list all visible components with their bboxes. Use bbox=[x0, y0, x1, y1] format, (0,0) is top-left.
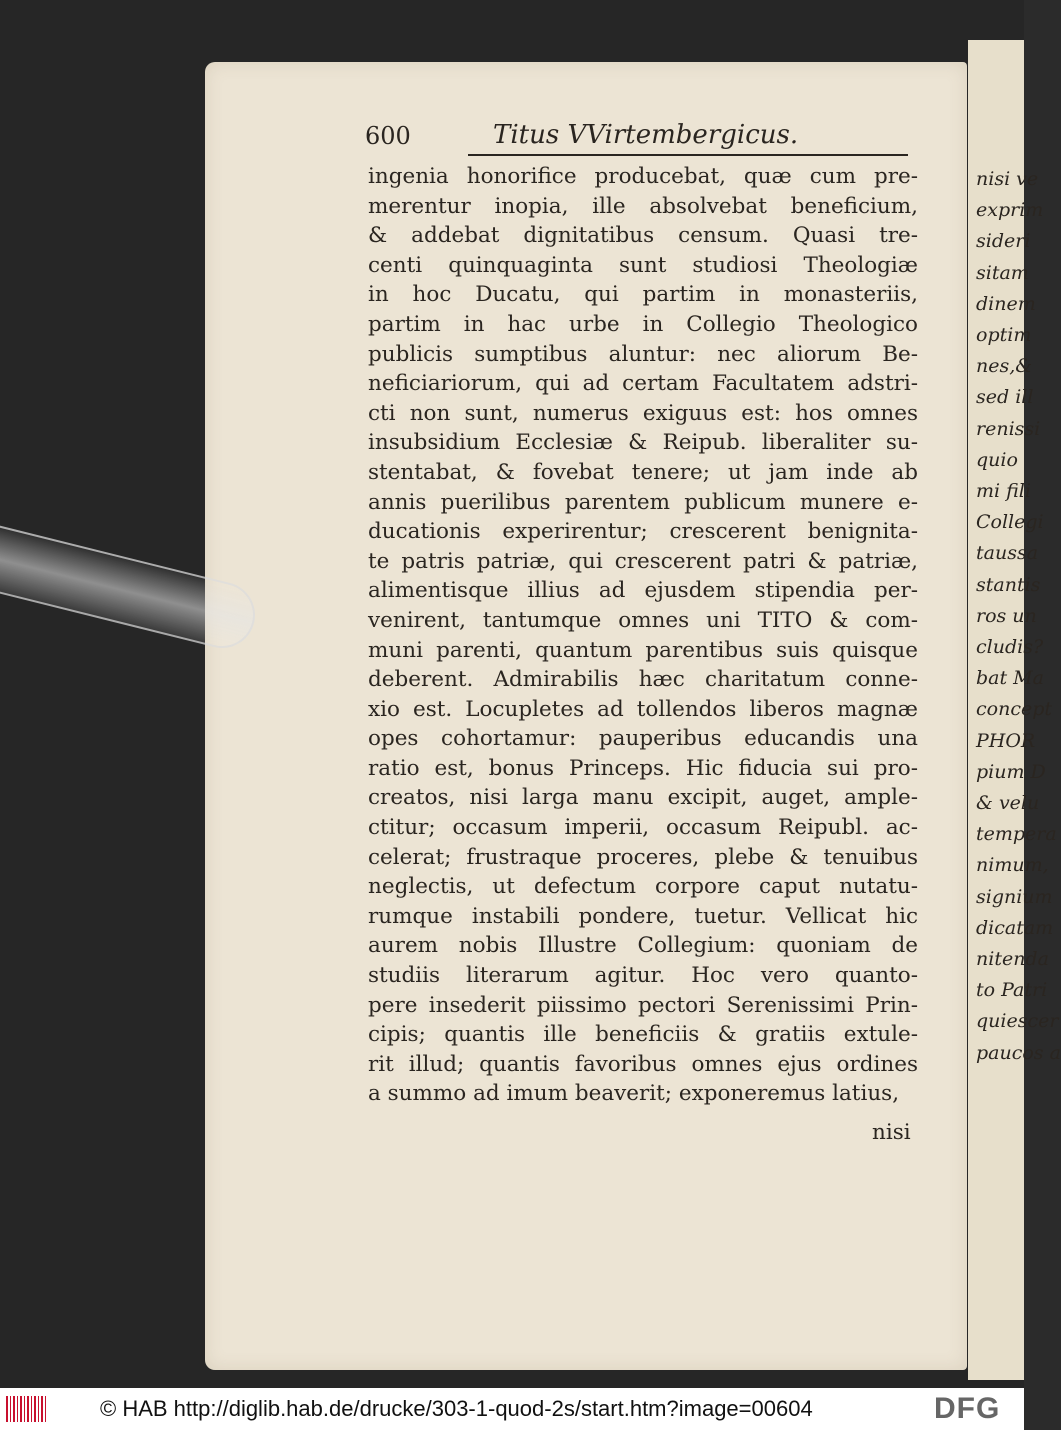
text-line: venirent, tantumque omnes uni TITO & com- bbox=[368, 607, 918, 633]
facing-page-fragment: quio bbox=[976, 448, 1018, 471]
facing-page-fragment: nimum, bbox=[976, 854, 1049, 877]
text-line: opes cohortamur: pauperibus educandis una bbox=[368, 726, 918, 752]
facing-page-fragment: nisi ve bbox=[976, 168, 1039, 190]
text-line: neglectis, ut defectum corpore caput nutatu- bbox=[368, 874, 918, 900]
text-line: xio est. Locupletes ad tollendos liberos magnæ bbox=[368, 696, 918, 722]
facing-page-fragment: nitenda bbox=[976, 948, 1049, 970]
text-line: stentabat, & fovebat tenere; ut jam inde ab bbox=[368, 459, 918, 485]
facing-page-fragment: optim bbox=[976, 324, 1032, 346]
text-line: deberent. Admirabilis hæc charitatum conne- bbox=[368, 667, 918, 693]
facing-page-fragment: bat Ma bbox=[976, 667, 1044, 690]
text-line: partim in hac urbe in Collegio Theologico bbox=[368, 311, 918, 337]
facing-page-fragment: stantis bbox=[976, 573, 1041, 596]
facing-page-fragment: PHOR bbox=[976, 729, 1036, 752]
facing-page-fragment: renissi bbox=[976, 417, 1041, 440]
text-line: ratio est, bonus Princeps. Hic fiducia sui pro- bbox=[368, 755, 918, 781]
text-line: rit illud; quantis favoribus omnes ejus ordines bbox=[368, 1051, 918, 1077]
text-line: neficiariorum, qui ad certam Facultatem adstri- bbox=[368, 371, 918, 397]
text-line: annis puerilibus parentem publicum munere e- bbox=[368, 489, 918, 515]
facing-page-fragment: & velu bbox=[976, 792, 1040, 814]
text-line: cti non sunt, numerus exiguus est: hos omnes bbox=[368, 400, 918, 426]
text-line: pere insederit piissimo pectori Serenissimi Prin- bbox=[368, 992, 918, 1018]
text-line: ducationis experirentur; crescerent benignita- bbox=[368, 519, 918, 545]
text-line: cipis; quantis ille beneficiis & gratiis extule- bbox=[368, 1022, 918, 1048]
text-line: celerat; frustraque proceres, plebe & tenuibus bbox=[368, 844, 918, 870]
text-line: in hoc Ducatu, qui partim in monasteriis, bbox=[368, 282, 918, 308]
facing-page-fragment: to Patri bbox=[976, 979, 1048, 1002]
facing-page-edge bbox=[968, 40, 1061, 1380]
facing-page-fragment: tempera bbox=[976, 823, 1057, 846]
facing-page-fragment: sitam bbox=[976, 261, 1029, 284]
facing-page-fragment: cludis? bbox=[976, 636, 1044, 658]
barcode-icon bbox=[6, 1396, 46, 1422]
text-line: a summo ad imum beaverit; exponeremus latius, bbox=[368, 1081, 900, 1107]
facing-page-fragment: sideri bbox=[976, 230, 1031, 253]
facing-page-fragment: ros un bbox=[976, 604, 1037, 627]
text-line: studiis literarum agitur. Hoc vero quanto- bbox=[368, 963, 918, 989]
facing-page-fragment: quiescer bbox=[976, 1010, 1059, 1033]
text-line: ingenia honorifice producebat, quæ cum pre- bbox=[368, 164, 918, 189]
source-credit[interactable]: © HAB http://diglib.hab.de/drucke/303-1-quod-2s/start.htm?image=00604 bbox=[100, 1396, 813, 1421]
running-title: Titus VVirtembergicus. bbox=[493, 120, 799, 150]
catchword: nisi bbox=[872, 1120, 911, 1145]
facing-page-fragment: nes,& bbox=[976, 355, 1033, 378]
body-text bbox=[368, 162, 918, 1109]
text-line: & addebat dignitatibus censum. Quasi tre- bbox=[368, 223, 918, 249]
text-line: centi quinquaginta sunt studiosi Theologiæ bbox=[368, 252, 918, 278]
facing-page-fragment: pium D bbox=[976, 760, 1046, 783]
text-line: publicis sumptibus aluntur: nec aliorum Be- bbox=[368, 341, 918, 367]
facing-page-fragment: taussa bbox=[976, 542, 1039, 565]
page-number: 600 bbox=[365, 122, 411, 150]
text-line: ctitur; occasum imperii, occasum Reipubl. ac- bbox=[368, 815, 918, 841]
text-line: te patris patriæ, qui crescerent patri & patriæ, bbox=[368, 548, 918, 574]
facing-page-fragment: Collegi bbox=[976, 511, 1044, 534]
text-line: rumque instabili pondere, tuetur. Vellicat hic bbox=[368, 903, 918, 929]
text-line: muni parenti, quantum parentibus suis quisque bbox=[368, 637, 918, 663]
facing-page-fragment: mi fili bbox=[976, 480, 1031, 502]
text-line: aurem nobis Illustre Collegium: quoniam de bbox=[368, 933, 918, 959]
facing-page-fragment: signium bbox=[976, 885, 1053, 908]
running-head bbox=[365, 118, 925, 158]
facing-page-fragment: exprim bbox=[976, 199, 1044, 222]
text-line: creatos, nisi larga manu excipit, auget, ample- bbox=[368, 785, 918, 811]
footer-bar bbox=[0, 1388, 1024, 1430]
text-line: insubsidium Ecclesiæ & Reipub. liberaliter su- bbox=[368, 430, 918, 456]
facing-page-fragment: dicatam bbox=[976, 916, 1054, 939]
header-rule bbox=[468, 154, 908, 156]
facing-page-fragment: concept bbox=[976, 698, 1052, 721]
facing-page-fragment: paucos a bbox=[976, 1041, 1061, 1064]
facing-page-fragment: dinem bbox=[976, 292, 1036, 315]
dfg-logo: DFG bbox=[934, 1392, 1001, 1425]
facing-page-fragment: sed ill bbox=[976, 386, 1034, 409]
text-line: merentur inopia, ille absolvebat beneficium, bbox=[368, 193, 918, 219]
text-line: alimentisque illius ad ejusdem stipendia per- bbox=[368, 578, 918, 604]
